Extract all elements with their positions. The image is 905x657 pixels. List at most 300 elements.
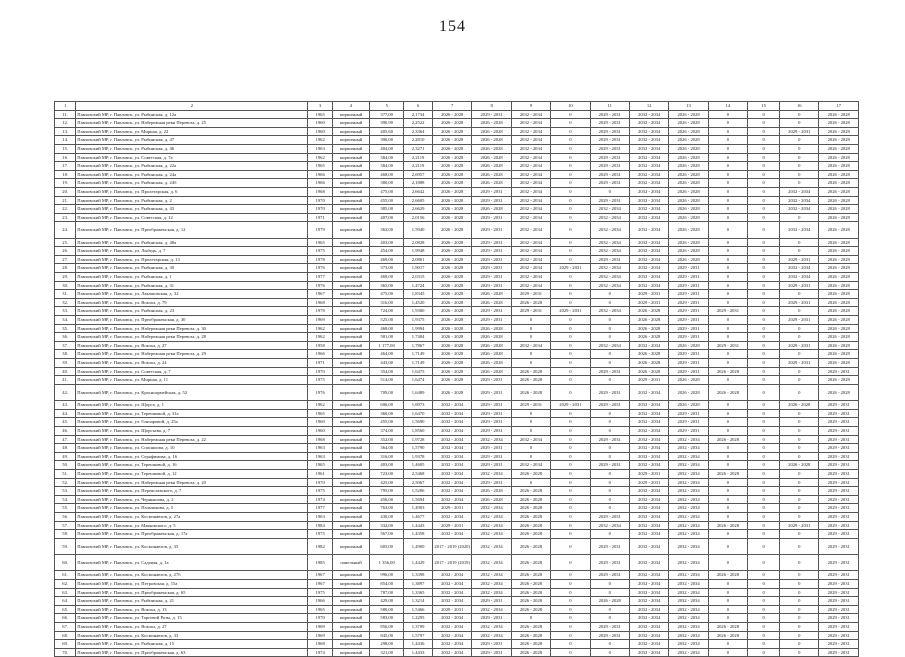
- table-cell: 2032 - 2034: [511, 238, 550, 247]
- table-cell: 2029 - 2031: [472, 640, 511, 649]
- table-cell: 30.: [55, 281, 76, 290]
- table-cell: 2032 - 2034: [629, 162, 668, 171]
- table-row: [55, 127, 859, 136]
- column-header: 13: [669, 102, 708, 111]
- column-header: 3: [308, 102, 332, 111]
- table-cell: 1,5694: [404, 495, 433, 504]
- table-cell: 469,00: [370, 255, 404, 264]
- table-cell: 2029 - 2031: [780, 298, 819, 307]
- table-cell: 352,00: [370, 435, 404, 444]
- table-cell: 2,0156: [404, 213, 433, 222]
- table-cell: 2029 - 2031: [590, 435, 629, 444]
- table-cell: 1,5940: [404, 222, 433, 238]
- table-cell: 1975: [308, 487, 332, 496]
- table-cell: 0: [551, 238, 590, 247]
- table-cell: 0: [780, 640, 819, 649]
- table-cell: 0: [748, 495, 780, 504]
- table-cell: 2029 - 2031: [669, 418, 708, 427]
- table-cell: 2032 - 2034: [629, 273, 668, 282]
- table-cell: 2026 - 2028: [819, 162, 859, 171]
- table-cell: 2032 - 2034: [433, 444, 472, 453]
- table-cell: 1975: [308, 530, 332, 539]
- table-cell: 2029 - 2031: [472, 213, 511, 222]
- table-cell: 2032 - 2034: [629, 255, 668, 264]
- table-row: [55, 238, 859, 247]
- table-cell: 1969: [308, 623, 332, 632]
- table-cell: 1963: [308, 512, 332, 521]
- table-cell: 2026 - 2028: [819, 384, 859, 400]
- table-cell: 2026 - 2028: [669, 238, 708, 247]
- address-cell: Павловский МР, г. Павловск, ул. Пролетарская, д. 6: [76, 187, 308, 196]
- table-cell: 0: [551, 555, 590, 571]
- table-cell: 0: [708, 316, 747, 325]
- table-cell: 0: [708, 264, 747, 273]
- table-cell: 2029 - 2031: [590, 623, 629, 632]
- table-row: [55, 205, 859, 214]
- table-cell: 0: [551, 435, 590, 444]
- table-cell: 1,6474: [404, 376, 433, 385]
- table-cell: 2026 - 2028: [433, 247, 472, 256]
- table-cell: 1,3897: [404, 580, 433, 589]
- table-cell: 2032 - 2034: [433, 614, 472, 623]
- table-cell: 2032 - 2034: [780, 222, 819, 238]
- table-cell: 2032 - 2034: [590, 521, 629, 530]
- table-cell: 1971: [308, 359, 332, 368]
- table-cell: 2,5067: [404, 478, 433, 487]
- table-cell: 2026 - 2028: [629, 367, 668, 376]
- table-cell: 2032 - 2034: [629, 264, 668, 273]
- table-cell: 365,00: [370, 281, 404, 290]
- table-cell: 2029 - 2031: [819, 409, 859, 418]
- table-cell: 24.: [55, 222, 76, 238]
- table-cell: 2026 - 2028: [511, 631, 550, 640]
- table-cell: 0: [780, 307, 819, 316]
- table-cell: 26.: [55, 247, 76, 256]
- table-cell: 2026 - 2028: [511, 588, 550, 597]
- table-cell: 1,4724: [404, 281, 433, 290]
- table-cell: 42.: [55, 384, 76, 400]
- table-cell: 2029 - 2031: [590, 401, 629, 410]
- table-cell: 2029 - 2031: [551, 264, 590, 273]
- table-cell: кирпичный: [332, 401, 369, 410]
- table-cell: 0: [748, 333, 780, 342]
- table-cell: 1,9378: [404, 452, 433, 461]
- table-cell: 2029 - 2031: [819, 504, 859, 513]
- table-cell: 56.: [55, 512, 76, 521]
- column-header: 8: [472, 102, 511, 111]
- table-cell: 58.: [55, 530, 76, 539]
- table-row: [55, 264, 859, 273]
- table-cell: 2032 - 2034: [590, 205, 629, 214]
- table-cell: кирпичный: [332, 153, 369, 162]
- table-cell: 0: [551, 478, 590, 487]
- table-cell: 0: [748, 435, 780, 444]
- table-cell: 54.: [55, 495, 76, 504]
- table-cell: 2026 - 2028: [669, 401, 708, 410]
- table-cell: 2029 - 2031: [669, 324, 708, 333]
- table-cell: 0: [551, 281, 590, 290]
- table-cell: 1963: [308, 444, 332, 453]
- table-cell: кирпичный: [332, 384, 369, 400]
- address-cell: Павловский МР, г. Павловск, ул. Спасяшова, д. 10: [76, 444, 308, 453]
- table-cell: 0: [590, 469, 629, 478]
- table-cell: 41.: [55, 376, 76, 385]
- address-cell: Павловский МР, г. Павловск, ул. Космонавтов, д. 27а: [76, 512, 308, 521]
- table-cell: 0: [748, 461, 780, 470]
- table-cell: 2032 - 2034: [511, 264, 550, 273]
- table-cell: 0: [748, 588, 780, 597]
- table-cell: 2029 - 2031: [590, 119, 629, 128]
- table-cell: кирпичный: [332, 521, 369, 530]
- table-cell: 1,7404: [404, 333, 433, 342]
- table-cell: 0: [748, 273, 780, 282]
- table-row: [55, 187, 859, 196]
- column-header: 14: [708, 102, 747, 111]
- table-cell: 1966: [308, 350, 332, 359]
- table-cell: 2026 - 2028: [669, 341, 708, 350]
- table-cell: 2026 - 2028: [819, 307, 859, 316]
- table-cell: кирпичный: [332, 298, 369, 307]
- table-cell: 2026 - 2028: [433, 384, 472, 400]
- table-cell: 0: [511, 452, 550, 461]
- table-cell: 0: [748, 571, 780, 580]
- table-cell: 0: [780, 418, 819, 427]
- table-cell: 50.: [55, 461, 76, 470]
- table-cell: 0: [590, 478, 629, 487]
- table-cell: 1,5466: [404, 605, 433, 614]
- table-cell: 2029 - 2031: [511, 290, 550, 299]
- table-cell: 0: [780, 324, 819, 333]
- table-cell: 2026 - 2028: [433, 119, 472, 128]
- table-cell: 2026 - 2028: [819, 238, 859, 247]
- table-cell: 2026 - 2028: [819, 333, 859, 342]
- table-cell: 2,0315: [404, 273, 433, 282]
- table-cell: 0: [748, 110, 780, 119]
- table-cell: 0: [748, 426, 780, 435]
- table-cell: 2032 - 2034: [511, 144, 550, 153]
- table-cell: 0: [708, 136, 747, 145]
- table-cell: 55.: [55, 504, 76, 513]
- table-row: [55, 521, 859, 530]
- table-cell: 2032 - 2034: [433, 571, 472, 580]
- table-cell: 1960: [308, 426, 332, 435]
- table-cell: 2032 - 2034: [629, 605, 668, 614]
- table-cell: 2026 - 2028: [511, 376, 550, 385]
- table-cell: 2032 - 2034: [629, 401, 668, 410]
- table-cell: 2032 - 2034: [629, 452, 668, 461]
- table-cell: 2029 - 2031: [590, 555, 629, 571]
- table-cell: 0: [708, 238, 747, 247]
- table-cell: 0: [748, 555, 780, 571]
- table-cell: 1979: [308, 222, 332, 238]
- table-cell: 377,00: [370, 110, 404, 119]
- address-cell: Павловский МР, г. Павловск, ул. Рыбинская, д. 48а: [76, 238, 308, 247]
- table-cell: 2032 - 2034: [472, 571, 511, 580]
- table-cell: 0: [748, 623, 780, 632]
- table-cell: 2029 - 2031: [590, 162, 629, 171]
- table-cell: 0: [708, 247, 747, 256]
- address-cell: Павловский МР, г. Павловск, ул. Космонавтов, д. 35: [76, 538, 308, 554]
- table-cell: 22.: [55, 205, 76, 214]
- table-cell: 2029 - 2031: [472, 418, 511, 427]
- table-cell: 2032 - 2034: [669, 538, 708, 554]
- table-cell: 2032 - 2034: [590, 341, 629, 350]
- table-cell: 2029 - 2031: [472, 196, 511, 205]
- table-cell: 2026 - 2028: [708, 521, 747, 530]
- table-cell: 0: [708, 512, 747, 521]
- table-cell: 2029 - 2031: [511, 307, 550, 316]
- address-cell: Павловский МР, г. Павловск, ул. Рыбинская, д. 31: [76, 281, 308, 290]
- table-cell: 2026 - 2028: [511, 580, 550, 589]
- table-cell: 709,00: [370, 384, 404, 400]
- address-cell: Павловский МР, г. Павловск, ул. Рыбинская, д. 1: [76, 273, 308, 282]
- table-cell: 2032 - 2034: [511, 153, 550, 162]
- table-cell: 0: [590, 376, 629, 385]
- table-cell: 0: [551, 597, 590, 606]
- table-cell: 2029 - 2031: [669, 264, 708, 273]
- table-cell: 1,9300: [404, 307, 433, 316]
- table-cell: 1,7149: [404, 350, 433, 359]
- address-cell: Павловский МР, г. Павловск, ул. Рыбинская, д. 22а: [76, 162, 308, 171]
- table-cell: 2029 - 2031: [780, 341, 819, 350]
- table-cell: кирпичный: [332, 359, 369, 368]
- table-cell: 1,8560: [404, 426, 433, 435]
- table-cell: 1,8345: [404, 290, 433, 299]
- table-cell: 0: [511, 324, 550, 333]
- table-cell: 1,6973: [404, 401, 433, 410]
- table-cell: 2029 - 2031: [472, 316, 511, 325]
- table-cell: кирпичный: [332, 264, 369, 273]
- table-cell: кирпичный: [332, 588, 369, 597]
- table-cell: 0: [780, 487, 819, 496]
- table-cell: 0: [780, 648, 819, 657]
- table-cell: 0: [590, 495, 629, 504]
- table-cell: 0: [551, 350, 590, 359]
- table-cell: 1,4520: [404, 298, 433, 307]
- table-cell: 1 356,00: [370, 555, 404, 571]
- table-row: [55, 401, 859, 410]
- table-cell: 2026 - 2028: [472, 290, 511, 299]
- table-cell: 1970: [308, 614, 332, 623]
- table-row: [55, 144, 859, 153]
- table-row: [55, 640, 859, 649]
- table-cell: 1978: [308, 255, 332, 264]
- table-cell: 2029 - 2031: [819, 597, 859, 606]
- table-cell: 0: [708, 144, 747, 153]
- table-cell: 0: [748, 367, 780, 376]
- table-cell: 2026 - 2028: [669, 384, 708, 400]
- table-cell: 0: [748, 238, 780, 247]
- table-cell: 2032 - 2034: [511, 461, 550, 470]
- table-cell: кирпичный: [332, 631, 369, 640]
- table-cell: 1962: [308, 136, 332, 145]
- table-cell: 456,00: [370, 495, 404, 504]
- table-row: [55, 623, 859, 632]
- table-cell: 316,00: [370, 298, 404, 307]
- table-cell: 0: [551, 614, 590, 623]
- table-cell: кирпичный: [332, 273, 369, 282]
- address-cell: Павловский МР, г. Павловск, ул. Рыбинская, д. 24а: [76, 170, 308, 179]
- table-cell: 1,4605: [404, 461, 433, 470]
- table-cell: 2029 - 2031: [819, 555, 859, 571]
- table-cell: 0: [708, 401, 747, 410]
- table-cell: 2032 - 2034: [629, 487, 668, 496]
- table-cell: 18.: [55, 170, 76, 179]
- table-cell: 2026 - 2028: [511, 384, 550, 400]
- table-cell: 0: [551, 213, 590, 222]
- table-cell: 0: [551, 359, 590, 368]
- table-cell: 2026 - 2028: [433, 162, 472, 171]
- table-cell: 2026 - 2028: [708, 384, 747, 400]
- table-cell: 2029 - 2031: [472, 238, 511, 247]
- table-cell: 1966: [308, 597, 332, 606]
- table-cell: 298,00: [370, 640, 404, 649]
- table-cell: 27.: [55, 255, 76, 264]
- table-cell: 2029 - 2031: [551, 401, 590, 410]
- table-cell: 2029 - 2031: [669, 333, 708, 342]
- table-row: [55, 333, 859, 342]
- table-cell: 0: [551, 418, 590, 427]
- table-cell: 2026 - 2028: [819, 187, 859, 196]
- table-cell: 2026 - 2028: [819, 273, 859, 282]
- table-cell: 0: [780, 444, 819, 453]
- table-cell: 2,2522: [404, 119, 433, 128]
- table-cell: 0: [708, 170, 747, 179]
- table-cell: 2032 - 2034: [472, 580, 511, 589]
- table-cell: 2026 - 2028: [669, 144, 708, 153]
- table-cell: 0: [748, 418, 780, 427]
- table-cell: 2026 - 2028: [433, 273, 472, 282]
- table-cell: 1962: [308, 153, 332, 162]
- table-cell: 0: [551, 605, 590, 614]
- table-cell: 475,00: [370, 290, 404, 299]
- table-cell: 2,2119: [404, 153, 433, 162]
- table-cell: 2029 - 2031: [669, 316, 708, 325]
- table-cell: 2032 - 2034: [472, 538, 511, 554]
- table-cell: 0: [708, 205, 747, 214]
- table-cell: 2029 - 2031: [819, 580, 859, 589]
- table-cell: 11.: [55, 110, 76, 119]
- address-cell: Павловский МР, г. Павловск, ул. Космонавтов, д. 27б: [76, 571, 308, 580]
- table-cell: 2032 - 2034: [629, 187, 668, 196]
- table-cell: 0: [780, 580, 819, 589]
- table-cell: 2026 - 2028: [433, 298, 472, 307]
- table-cell: 52.: [55, 478, 76, 487]
- table-cell: 1,5790: [404, 444, 433, 453]
- table-cell: 49.: [55, 452, 76, 461]
- table-cell: 2032 - 2034: [433, 597, 472, 606]
- table-cell: 2026 - 2028: [708, 367, 747, 376]
- table-cell: 2026 - 2028: [472, 144, 511, 153]
- table-cell: 59.: [55, 538, 76, 554]
- table-cell: 0: [551, 487, 590, 496]
- table-cell: 2026 - 2028: [433, 307, 472, 316]
- table-cell: 1977: [308, 273, 332, 282]
- table-cell: 2029 - 2031: [819, 367, 859, 376]
- table-cell: 0: [551, 495, 590, 504]
- table-cell: 0: [551, 588, 590, 597]
- table-cell: 0: [590, 290, 629, 299]
- table-cell: 2026 - 2028: [472, 153, 511, 162]
- table-cell: 0: [780, 153, 819, 162]
- table-row: [55, 359, 859, 368]
- table-cell: 0: [748, 350, 780, 359]
- table-row: [55, 580, 859, 589]
- table-cell: 0: [780, 623, 819, 632]
- table-row: [55, 350, 859, 359]
- table-cell: 2026 - 2028: [433, 136, 472, 145]
- table-cell: 0: [708, 426, 747, 435]
- table-row: [55, 530, 859, 539]
- table-cell: 2026 - 2028: [511, 469, 550, 478]
- table-cell: 2029 - 2031: [472, 452, 511, 461]
- table-cell: 0: [708, 281, 747, 290]
- table-cell: 2032 - 2034: [511, 247, 550, 256]
- table-cell: 2032 - 2034: [669, 469, 708, 478]
- table-cell: 2026 - 2028: [629, 359, 668, 368]
- table-row: [55, 179, 859, 188]
- table-cell: 2029 - 2031: [708, 341, 747, 350]
- table-cell: 514,00: [370, 376, 404, 385]
- address-cell: Павловский МР, г. Павловск, ул. Вокзал, д. 13: [76, 605, 308, 614]
- table-cell: 1969: [308, 631, 332, 640]
- table-cell: 405,60: [370, 127, 404, 136]
- table-cell: 2032 - 2034: [669, 580, 708, 589]
- table-cell: 2026 - 2028: [819, 281, 859, 290]
- table-cell: 2032 - 2034: [629, 538, 668, 554]
- table-cell: 21.: [55, 196, 76, 205]
- table-cell: 2029 - 2031: [590, 196, 629, 205]
- address-cell: Павловский МР, г. Павловск, ул. Щорса, д. 1: [76, 401, 308, 410]
- table-cell: 0: [748, 153, 780, 162]
- capital-repair-table: [54, 101, 859, 657]
- address-cell: Павловский МР, г. Павловск, ул. Набережная реки Перевоза, д. 30: [76, 324, 308, 333]
- table-cell: 2029 - 2031: [472, 426, 511, 435]
- table-cell: 48.: [55, 444, 76, 453]
- table-cell: 2032 - 2034: [433, 418, 472, 427]
- table-cell: 2026 - 2028: [819, 341, 859, 350]
- table-cell: кирпичный: [332, 179, 369, 188]
- capital-repair-table-wrap: [54, 101, 859, 657]
- table-cell: кирпичный: [332, 144, 369, 153]
- table-cell: 0: [780, 495, 819, 504]
- table-cell: 2029 - 2031: [669, 273, 708, 282]
- table-cell: 2029 - 2031: [819, 605, 859, 614]
- table-cell: 0: [551, 580, 590, 589]
- table-cell: кирпичный: [332, 487, 369, 496]
- table-cell: 0: [748, 478, 780, 487]
- table-cell: 2026 - 2028: [629, 307, 668, 316]
- table-cell: 2017 - 2019 (2019): [433, 555, 472, 571]
- table-cell: 2029 - 2031: [472, 401, 511, 410]
- table-cell: 2026 - 2028: [433, 179, 472, 188]
- table-cell: 1,3365: [404, 588, 433, 597]
- table-cell: 581,00: [370, 333, 404, 342]
- table-cell: кирпичный: [332, 281, 369, 290]
- table-cell: 2029 - 2031: [669, 409, 708, 418]
- table-cell: 2032 - 2034: [511, 136, 550, 145]
- table-cell: 455,00: [370, 196, 404, 205]
- table-cell: 2032 - 2034: [472, 521, 511, 530]
- table-cell: 2026 - 2028: [669, 255, 708, 264]
- table-cell: 2029 - 2031: [511, 401, 550, 410]
- table-cell: 2032 - 2034: [629, 341, 668, 350]
- table-cell: 390,90: [370, 119, 404, 128]
- table-cell: 0: [551, 196, 590, 205]
- table-cell: 2032 - 2034: [669, 640, 708, 649]
- table-cell: 2026 - 2028: [472, 298, 511, 307]
- table-cell: 454,00: [370, 247, 404, 256]
